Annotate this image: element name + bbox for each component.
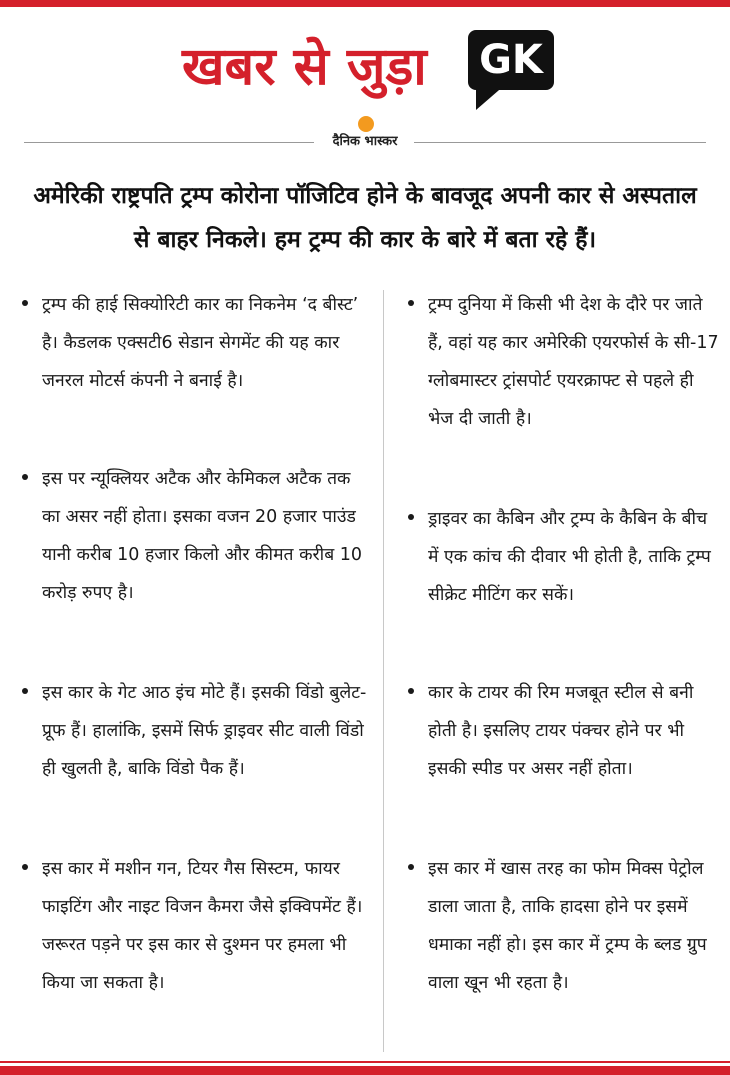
list-item-text: ट्रम्प दुनिया में किसी भी देश के दौरे पर जाते हैं, वहां यह कार अमेरिकी एयरफोर्स के सी-17 ग्लोबमास्टर ट्रांसपोर्ट एयरक्राफ्ट से पहले ही भेज दी जाती है।: [428, 295, 719, 429]
bullet-icon: [408, 300, 414, 306]
header: [0, 22, 730, 112]
list-item-text: इस कार के गेट आठ इंच मोटे हैं। इसकी विंडो बुलेट-प्रूफ हैं। हालांकि, इसमें सिर्फ ड्राइवर सीट वाली विंडो ही खुलती है, बाकि विंडो पैक हैं।: [42, 683, 367, 779]
header-rule-left: [24, 142, 314, 143]
header-rule-right: [414, 142, 706, 143]
bullet-icon: [22, 300, 28, 306]
list-item-text: इस कार में मशीन गन, टियर गैस सिस्टम, फायर फाइटिंग और नाइट विजन कैमरा जैसे इक्विपमेंट हैं। जरूरत पड़ने पर इस कार से दुश्मन पर हमला भी किया जा सकता है।: [42, 859, 363, 993]
gk-badge-label: GK: [479, 37, 543, 83]
list-item-text: कार के टायर की रिम मजबूत स्टील से बनी होती है। इसलिए टायर पंक्चर होने पर भी इसकी स्पीड पर असर नहीं होता।: [428, 683, 694, 779]
page-title: खबर से जुड़ा: [182, 37, 427, 97]
bullet-icon: [22, 864, 28, 870]
gk-badge: [468, 30, 554, 90]
bullet-icon: [408, 514, 414, 520]
publisher-logo: [316, 130, 414, 154]
top-accent-bar: [0, 0, 730, 7]
bottom-accent-bar: [0, 1066, 730, 1075]
list-item-text: इस कार में खास तरह का फोम मिक्स पेट्रोल डाला जाता है, ताकि हादसा होने पर इसमें धमाका नहीं हो। इस कार में ट्रम्प के ब्लड ग्रुप वाला खून भी रहता है।: [428, 859, 707, 993]
intro-text: अमेरिकी राष्ट्रपति ट्रम्प कोरोना पॉजिटिव होने के बावजूद अपनी कार से अस्पताल से बाहर निकले। हम ट्रम्प की कार के बारे में बता रहे हैं।: [33, 183, 697, 253]
list-item-text: ड्राइवर का कैबिन और ट्रम्प के कैबिन के बीच में एक कांच की दीवार भी होती है, ताकि ट्रम्प सीक्रेट मीटिंग कर सकें।: [428, 509, 711, 605]
bullet-icon: [408, 688, 414, 694]
bullet-icon: [408, 864, 414, 870]
publisher-name: दैनिक भास्कर: [332, 134, 398, 149]
bullet-icon: [22, 688, 28, 694]
column-divider: [383, 290, 384, 1052]
list-item-text: इस पर न्यूक्लियर अटैक और केमिकल अटैक तक का असर नहीं होता। इसका वजन 20 हजार पाउंड यानी करीब 10 हजार किलो और कीमत करीब 10 करोड़ रुपए है।: [42, 469, 363, 603]
bullet-icon: [22, 474, 28, 480]
list-item-text: ट्रम्प की हाई सिक्योरिटी कार का निकनेम ‘द बीस्ट’ है। कैडलक एक्सटी6 सेडान सेगमेंट की यह कार जनरल मोटर्स कंपनी ने बनाई है।: [42, 295, 359, 391]
bottom-accent-line: [0, 1061, 730, 1063]
